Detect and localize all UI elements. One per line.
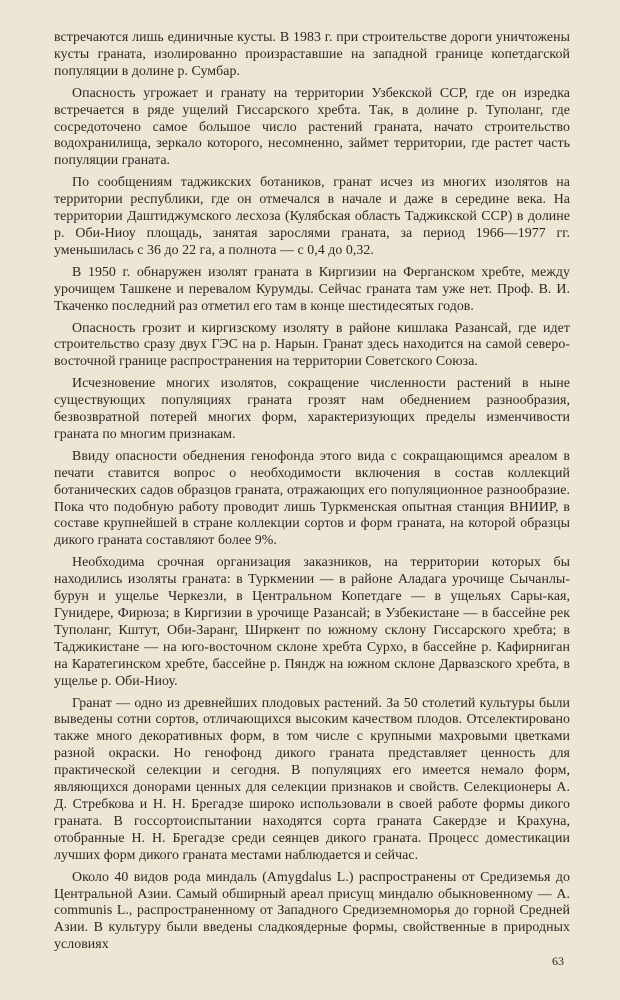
paragraph-9: Гранат — одно из древнейших плодовых растений. За 50 столетий культуры были выведены сотни сортов, отличающихся высоким качеством плодов. Отселектировано также много декоративных форм, в том числе с крупными махровыми цветками разной окраски. Но генофонд дикого граната представляет ценность для практической селекции и сегодня. В популяциях его имеется немало форм, являющихся донорами ценных для селекции признаков и свойств. Селекционеры А. Д. Стребкова и Н. Н. Брегадзе широко использовали в своей работе формы дикого граната. В госсортоиспытании находятся сорта граната Сакердзе и Крахуна, отобранные Н. Н. Брегадзе среди сеянцев дикого граната. Процесс доместикации лучших форм дикого граната местами наблюдается и сейчас. <box>54 695 570 863</box>
paragraph-4: В 1950 г. обнаружен изолят граната в Киргизии на Ферганском хребте, между урочищем Ташкене и перевалом Курумды. Сейчас граната там уже нет. Проф. В. И. Ткаченко последний раз отметил его там в конце шестидесятых годов. <box>54 264 570 314</box>
paragraph-1: встречаются лишь единичные кусты. В 1983 г. при строительстве дороги уничтожены кусты граната, изолированно произраставшие на западной границе копетдагской популяции в долине р. Сумбар. <box>54 30 570 79</box>
paragraph-5: Опасность грозит и киргизскому изоляту в районе кишлака Разансай, где идет строительство сразу двух ГЭС на р. Нарын. Гранат здесь находится на самой северо-восточной границе распространения на территории Советского Союза. <box>54 320 570 370</box>
paragraph-3: По сообщениям таджикских ботаников, гранат исчез из многих изолятов на территории республики, где он отмечался в начале и даже в середине века. На территории Даштиджумского лесхоза (Кулябская область Таджикской ССР) в долине р. Оби-Ниоу площадь, занятая зарослями граната, за период 1966—1977 гг. уменьшилась с 36 до 22 га, а полнота — с 0,4 до 0,32. <box>54 175 570 258</box>
paragraph-6: Исчезновение многих изолятов, сокращение численности растений в ныне существующих популяциях граната грозят нам обеднением разнообразия, безвозвратной потерей многих форм, характеризующих пределы изменчивости граната по многим признакам. <box>54 376 570 442</box>
paragraph-7: Ввиду опасности обеднения генофонда этого вида с сокращающимся ареалом в печати ставится вопрос о необходимости включения в состав коллекций ботанических садов образцов граната, отражающих его популяционное разнообразие. Пока что подобную работу проводит лишь Туркменская опытная станция ВНИИР, в составе крупнейшей в стране коллекции сортов и форм граната, на которой образцы дикого граната составляют более 9%. <box>54 448 570 549</box>
paragraph-8: Необходима срочная организация заказников, на территории которых бы находились изоляты граната: в Туркмении — в районе Аладага урочище Сычанлы-бурун и ущелье Черкезли, в Центральном Копетдаге — в ущельях Сары-кая, Гунидере, Фирюза; в Киргизии в урочище Разансай; в Узбекистане — в бассейне рек Туполанг, Кштут, Оби-Заранг, Ширкент по южному склону Гиссарского хребта; в Таджикистане — на юго-восточном склоне хребта Сурхо, в бассейне р. Кафирниган на Каратегинском хребте, бассейне р. Пяндж на южном склоне Дарвазского хребта, в ущелье р. Оби-Ниоу. <box>54 555 570 689</box>
paragraph-2: Опасность угрожает и гранату на территории Узбекской ССР, где он изредка встречается в ряде ущелий Гиссарского хребта. Так, в долине р. Туполанг, где сосредоточено самое большое число растений граната, начато строительство водохранилища, зеркало которого, несомненно, займет территории, где растет часть популяции граната. <box>54 85 570 169</box>
paragraph-10: Около 40 видов рода миндаль (Amygdalus L.) распространены от Средиземья до Центральной Азии. Самый обширный ареал присущ миндалю обыкновенному — A. communis L., распространенному от Западного Средиземноморья до горной Средней Азии. В культуру были введены сладкоядерные формы, свойственные в природных условиях <box>54 869 570 953</box>
page-number: 63 <box>552 954 564 968</box>
